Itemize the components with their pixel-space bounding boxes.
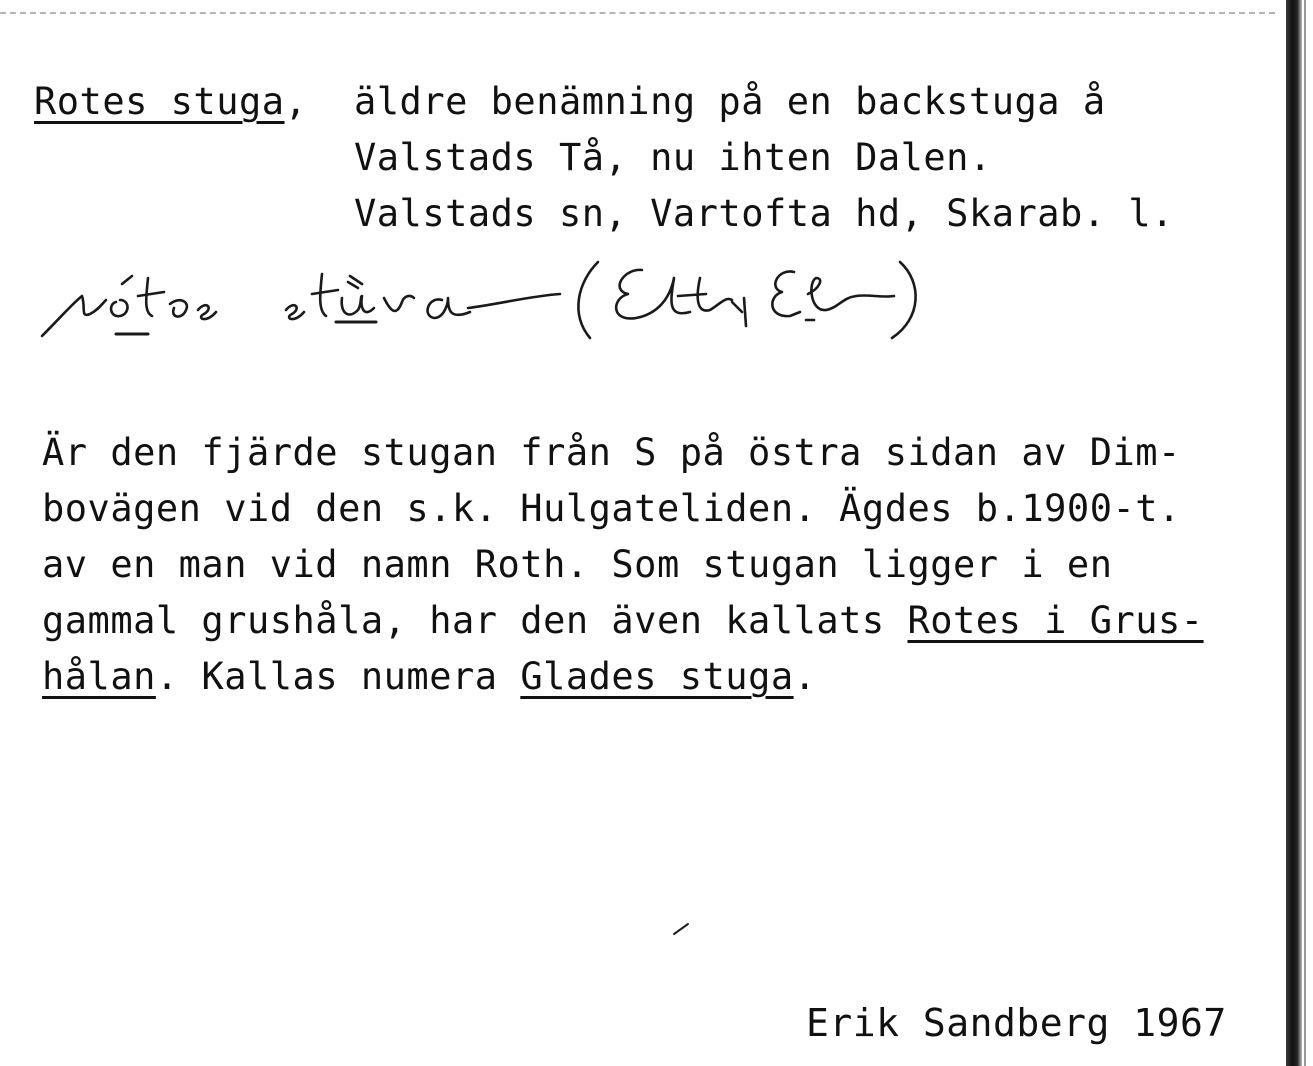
scan-right-edge-line xyxy=(1304,0,1306,1066)
description-line: av en man vid namn Roth. Som stugan ligger i en xyxy=(42,543,1113,586)
scan-top-edge xyxy=(0,12,1275,14)
definition xyxy=(354,74,1174,242)
signature: Erik Sandberg 1967 xyxy=(806,1001,1227,1045)
description-line xyxy=(42,593,1204,649)
alt-name-rotes-i-grushalan: Rotes i Grus- xyxy=(907,599,1204,642)
description-text: . xyxy=(793,655,817,698)
definition-line: Valstads Tå, nu ihten Dalen. xyxy=(354,136,992,179)
headword xyxy=(34,74,307,130)
scan-right-edge xyxy=(1286,0,1302,1066)
description-line: Är den fjärde stugan från S på östra sidan av Dim- xyxy=(42,431,1181,474)
description-line: bovägen vid den s.k. Hulgateliden. Ägdes b.1900-t. xyxy=(42,487,1181,530)
handwritten-pronunciation xyxy=(30,238,950,348)
headword-comma: , xyxy=(284,80,308,123)
headword-text: Rotes stuga xyxy=(34,80,285,123)
description-text: . Kallas numera xyxy=(155,655,521,698)
definition-line: Valstads sn, Vartofta hd, Skarab. l. xyxy=(354,192,1174,235)
description xyxy=(42,425,1204,705)
description-line xyxy=(42,649,1204,705)
definition-line: äldre benämning på en backstuga å xyxy=(354,80,1106,123)
alt-name-glades-stuga: Glades stuga xyxy=(520,655,794,698)
stray-pen-mark xyxy=(670,920,692,938)
description-text: gammal grushåla, har den även kallats xyxy=(42,599,908,642)
alt-name-rotes-i-grushalan-end: hålan xyxy=(42,655,156,698)
